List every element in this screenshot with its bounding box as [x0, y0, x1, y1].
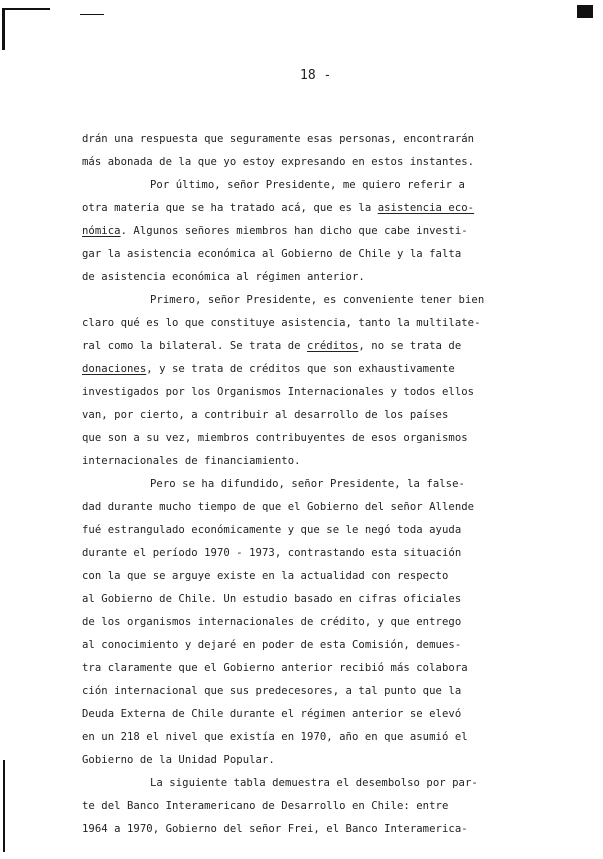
text-line: Pero se ha difundido, señor Presidente, la false- — [150, 478, 465, 490]
underlined-term: asistencia eco- — [377, 202, 475, 214]
text-line: en un 218 el nivel que existía en 1970, año en que asumió el — [82, 731, 468, 743]
text-line: de los organismos internacionales de crédito, y que entrego — [82, 616, 462, 628]
text-line: tra claramente que el Gobierno anterior recibió más colabora — [82, 662, 468, 674]
underlined-term: donaciones — [82, 363, 147, 375]
scan-mark-left-edge — [3, 760, 5, 852]
text-line: gar la asistencia económica al Gobierno de Chile y la falta — [82, 248, 462, 260]
text-line: al Gobierno de Chile. Un estudio basado en cifras oficiales — [82, 593, 462, 605]
scan-mark-top-line — [2, 8, 50, 10]
text-line: La siguiente tabla demuestra el desembolso por par- — [150, 777, 478, 789]
text-line-underlined: otra materia que se ha tratado acá, que es la asistencia eco- — [82, 202, 475, 214]
text-line: durante el período 1970 - 1973, contrastando esta situación — [82, 547, 462, 559]
text-line: de asistencia económica al régimen anterior. — [82, 271, 365, 283]
text-line: Por último, señor Presidente, me quiero referir a — [150, 179, 465, 191]
text-line: investigados por los Organismos Internacionales y todos ellos — [82, 386, 475, 398]
text-line: con la que se arguye existe en la actualidad con respecto — [82, 570, 449, 582]
text-line: Gobierno de la Unidad Popular. — [82, 754, 275, 766]
text-line: Deuda Externa de Chile durante el régimen anterior se elevó — [82, 708, 462, 720]
text-line: van, por cierto, a contribuir al desarrollo de los países — [82, 409, 449, 421]
underlined-term: créditos — [306, 340, 359, 352]
scan-mark-top-left — [2, 8, 5, 50]
text-line: claro qué es lo que constituye asistencia, tanto la multilate- — [82, 317, 481, 329]
text-line: drán una respuesta que seguramente esas personas, encontrarán — [82, 133, 475, 145]
underlined-term: nómica — [82, 225, 121, 237]
text-line: fué estrangulado económicamente y que se le negó toda ayuda — [82, 524, 462, 536]
text-line: Primero, señor Presidente, es conveniente tener bien — [150, 294, 485, 306]
text-line: internacionales de financiamiento. — [82, 455, 301, 467]
text-line: ción internacional que sus predecesores, a tal punto que la — [82, 685, 462, 697]
text-line: 1964 a 1970, Gobierno del señor Frei, el Banco Interamerica- — [82, 823, 468, 835]
text-line: más abonada de la que yo estoy expresando en estos instantes. — [82, 156, 475, 168]
text-line-underlined: donaciones, y se trata de créditos que son exhaustivamente — [82, 363, 455, 375]
text-line: que son a su vez, miembros contribuyentes de esos organismos — [82, 432, 468, 444]
text-line: al conocimiento y dejaré en poder de esta Comisión, demues- — [82, 639, 462, 651]
text-line: dad durante mucho tiempo de que el Gobierno del señor Allende — [82, 501, 475, 513]
text-line-underlined: ral como la bilateral. Se trata de créditos, no se trata de — [82, 340, 462, 352]
scan-mark-top-line-2 — [80, 14, 104, 15]
scan-mark-top-right — [577, 5, 593, 18]
page-number: 18 - — [300, 68, 332, 83]
text-line-underlined: nómica. Algunos señores miembros han dicho que cabe investi- — [82, 225, 468, 237]
text-line: te del Banco Interamericano de Desarrollo en Chile: entre — [82, 800, 449, 812]
